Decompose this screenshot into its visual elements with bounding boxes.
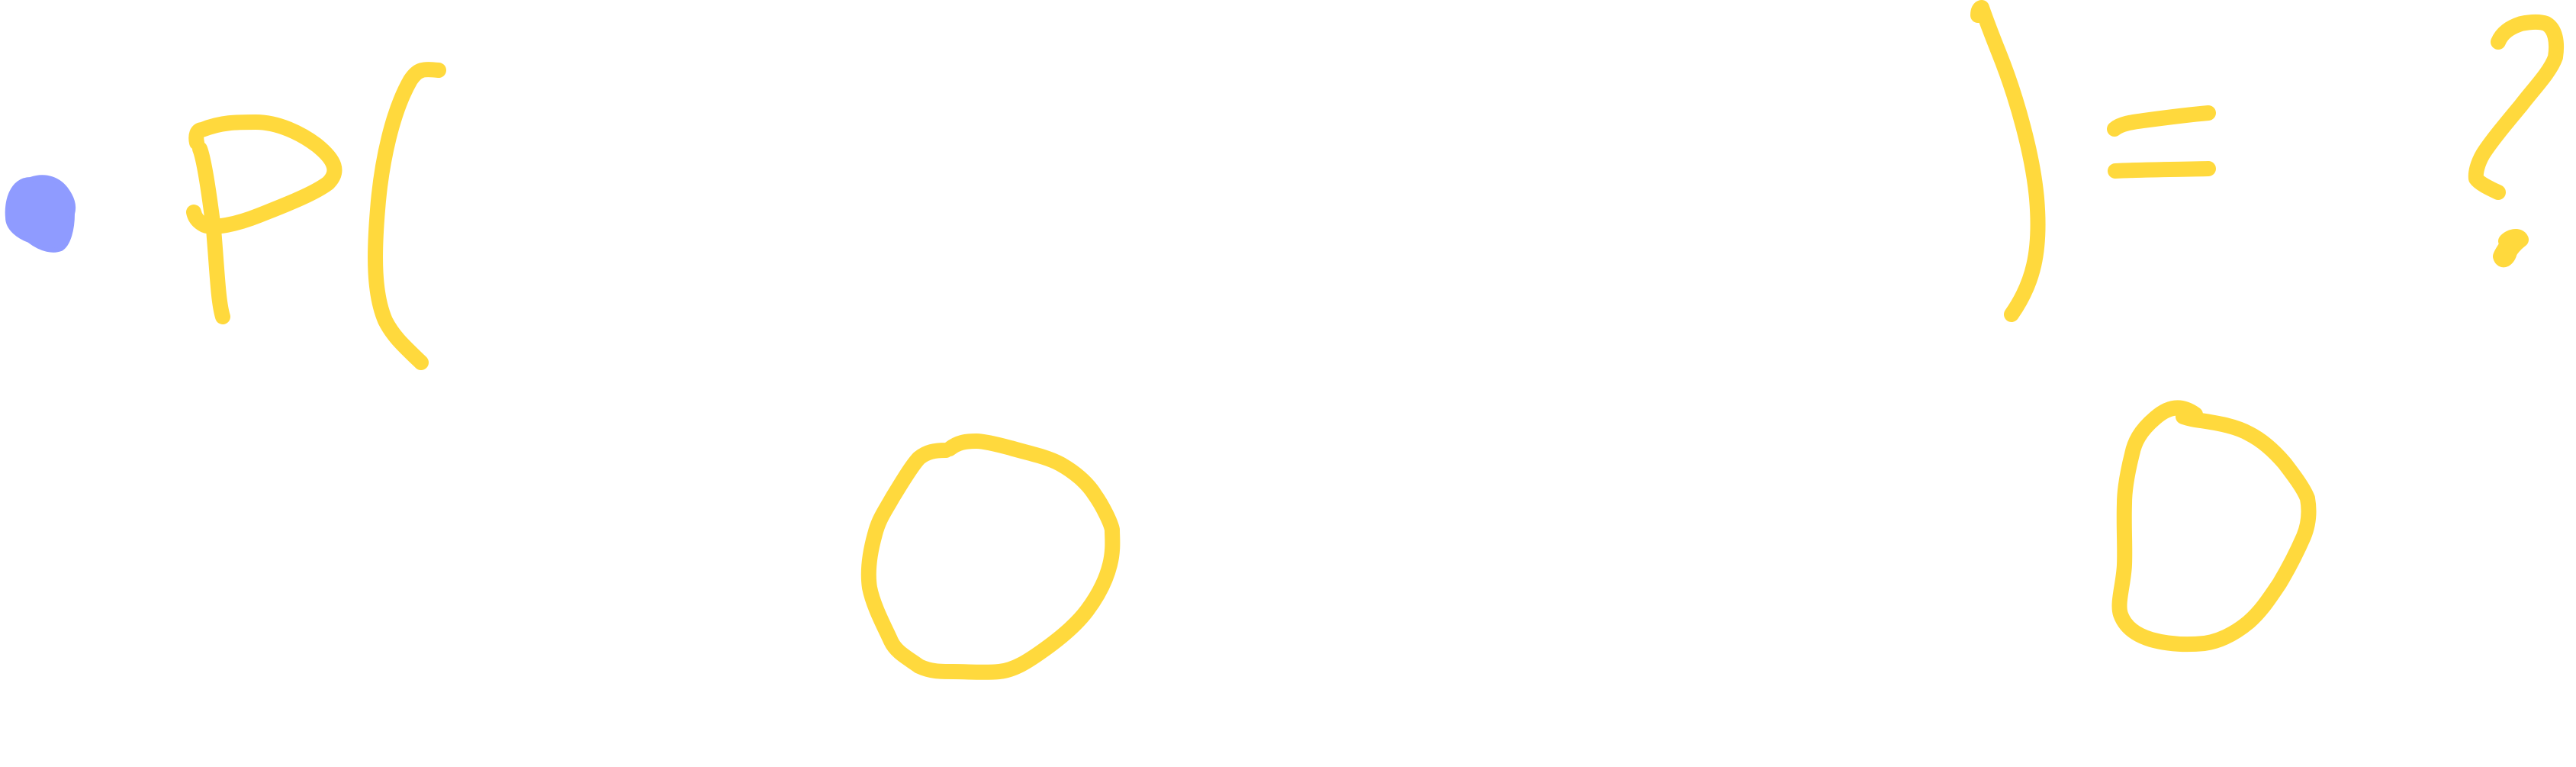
circle-left xyxy=(869,441,1113,672)
circle-right xyxy=(2119,408,2308,644)
close-paren xyxy=(1978,8,2038,314)
question-mark xyxy=(2476,22,2556,260)
open-paren xyxy=(375,69,439,363)
letter-p xyxy=(194,122,334,317)
equals-sign xyxy=(2115,113,2208,171)
blue-dot xyxy=(8,177,73,250)
